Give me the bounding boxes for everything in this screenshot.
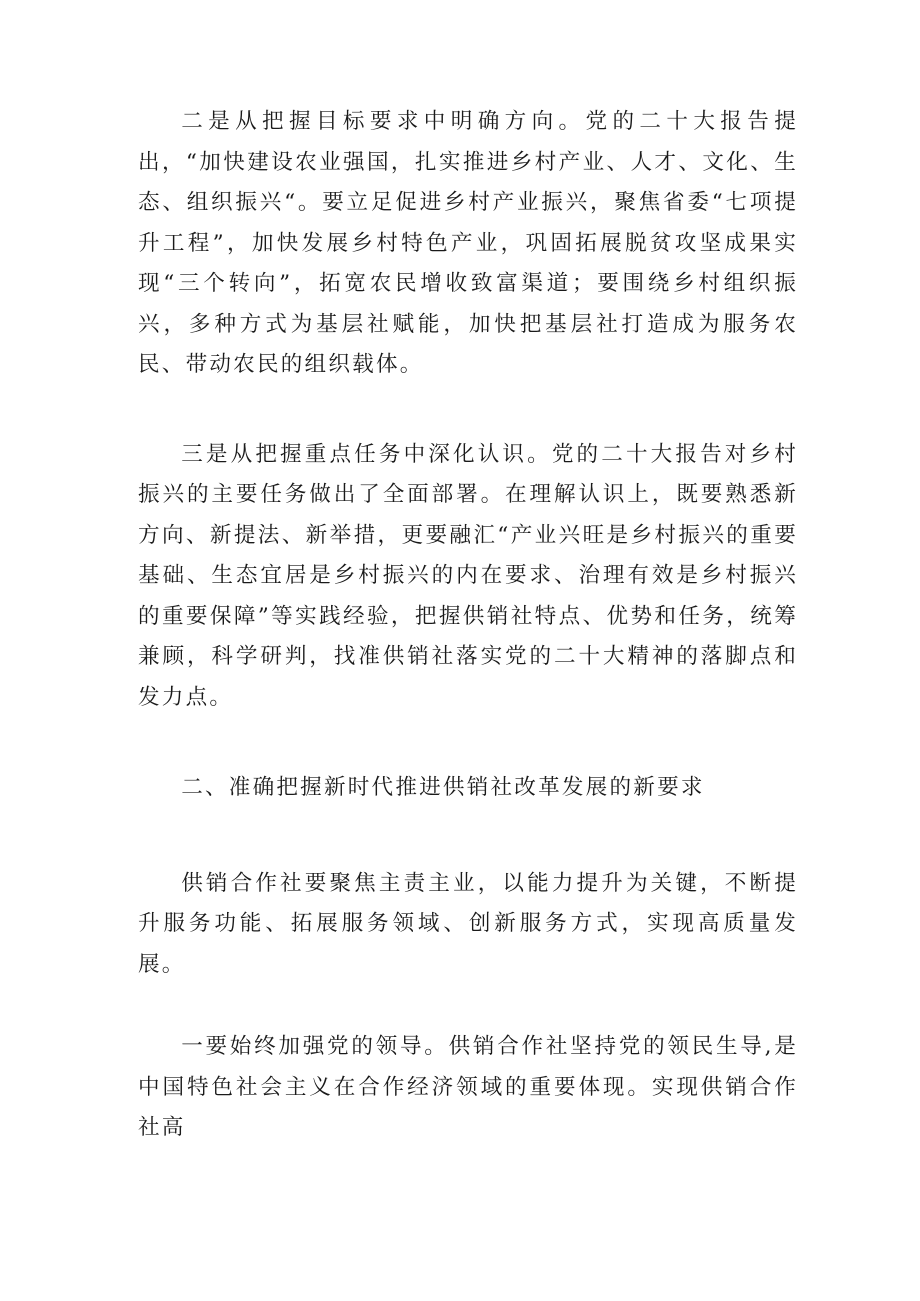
section-heading: 二、准确把握新时代推进供销社改革发展的新要求 xyxy=(181,775,705,800)
paragraph-direction: 二是从把握目标要求中明确方向。党的二十大报告提出，“加快建设农业强国，扎实推进乡村产业、人才、文化、生态、组织振兴“。要立足促进乡村产业振兴，聚焦省委“七项提升工程”，加快发展乡村特色产业，巩固拓展脱贫攻坚成果实现“三个转向”，拓宽农民增收致富渠道；要围绕乡村组织振兴，多种方式为基层社赋能，加快把基层社打造成为服务农民、带动农民的组织载体。 xyxy=(138,109,798,377)
paragraph-cooperative-focus: 供销合作社要聚焦主责主业，以能力提升为关键，不断提升服务功能、拓展服务领域、创新服务方式，实现高质量发展。 xyxy=(138,870,798,977)
paragraph-key-tasks: 三是从把握重点任务中深化认识。党的二十大报告对乡村振兴的主要任务做出了全面部署。在理解认识上，既要熟悉新方向、新提法、新举措，更要融汇“产业兴旺是乡村振兴的重要基础、生态宜居是乡村振兴的内在要求、治理有效是乡村振兴的重要保障”等实践经验，把握供销社特点、优势和任务，统筹兼顾，科学研判，找准供销社落实党的二十大精神的落脚点和发力点。 xyxy=(138,441,798,710)
paragraph-party-leadership: 一要始终加强党的领导。供销合作社坚持党的领民生导,是中国特色社会主义在合作经济领域的重要体现。实现供销合作社高 xyxy=(138,1034,798,1140)
document-page xyxy=(138,102,798,1149)
